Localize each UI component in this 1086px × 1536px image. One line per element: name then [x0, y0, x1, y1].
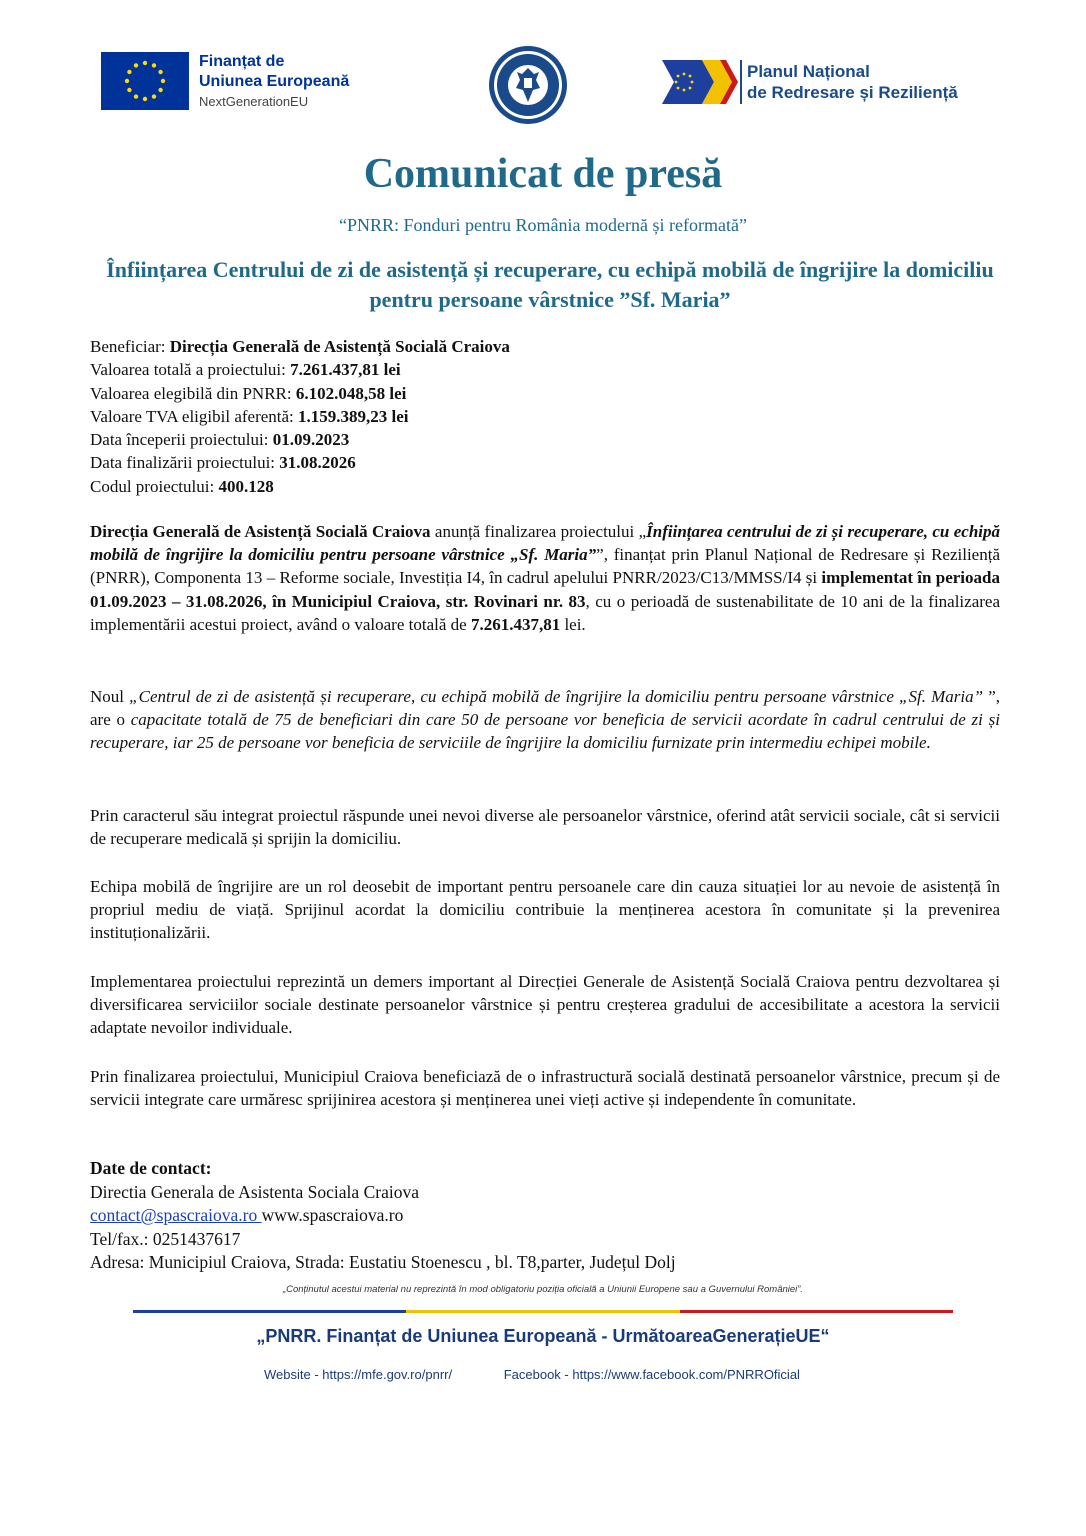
info-eligible-value: Valoarea elegibilă din PNRR: 6.102.048,58 lei — [90, 383, 407, 403]
contact-email-link[interactable]: contact@spascraiova.ro — [90, 1205, 262, 1225]
tricolor-divider — [133, 1310, 953, 1313]
government-seal-icon — [487, 44, 569, 126]
paragraph-conclusion: Prin finalizarea proiectului, Municipiul Craiova beneficiază de o infrastructură socială destinată persoanelor vârstnice, precum și de servicii integrate care urmăresc sprijinirea acestora și menținerea unei vieți active și independente în comunitate. — [90, 1067, 1000, 1110]
info-beneficiar: Beneficiar: Direcția Generală de Asistență Socială Craiova — [90, 337, 510, 356]
contact-phone: Tel/fax.: 0251437617 — [90, 1228, 241, 1249]
eu-funding-logo — [101, 52, 349, 112]
footer-links — [264, 1367, 848, 1382]
info-vat-value: Valoare TVA eligibil aferentă: 1.159.389,23 lei — [90, 406, 409, 426]
info-end-date: Data finalizării proiectului: 31.08.2026 — [90, 453, 356, 473]
info-start-date: Data începerii proiectului: 01.09.2023 — [90, 430, 350, 450]
pnrr-logo — [662, 60, 958, 104]
contact-org: Directia Generala de Asistenta Sociala Craiova — [90, 1181, 419, 1202]
paragraph-capacity: Noul „Centrul de zi de asistență și recuperare, cu echipă mobilă de îngrijire la domiciliu pentru persoane vârstnice „Sf. Maria” ”, are o capacitate totală de 75 de beneficiari din care 50 de persoane vor beneficia de servicii acordate în cadrul centrului de zi și recuperare, iar 25 de persoane vor beneficia de serviciile de îngrijire la domiciliu furnizate prin intermediu echipei mobile. — [90, 687, 1001, 753]
footer-facebook-link[interactable]: Facebook - https://www.facebook.com/PNRROficial — [503, 1367, 800, 1382]
paragraph-announcement: Direcția Generală de Asistență Socială Craiova anunță finalizarea proiectului „Înființarea centrului de zi și recuperare, cu echipă mobilă de îngrijire la domiciliu pentru persoane vârstnice „Sf. Maria””, finanțat prin Planul Național de Redresare și Reziliență (PNRR), Componenta 13 – Reforme sociale, Investiția I4, în cadrul apelului PNRR/2023/C13/MMSS/I4 și implementat în perioada 01.09.2023 – 31.08.2026, în Municipiul Craiova, str. Rovinari nr. 83, cu o perioadă de sustenabilitate de 10 ani de la finalizarea implementării acestui proiect, având o valoare totală de 7.261.437,81 lei. — [90, 522, 1000, 634]
info-total-value: Valoarea totală a proiectului: 7.261.437,81 lei — [90, 360, 401, 380]
project-title: Înființarea Centrului de zi de asistență și recuperare, cu echipă mobilă de îngrijire la domiciliu pentru persoane vârstnice ”Sf. Maria” — [106, 257, 994, 312]
contact-block — [90, 1157, 676, 1275]
eu-logo-line3: NextGenerationEU — [199, 94, 309, 109]
paragraph-integrated: Prin caracterul său integrat proiectul răspunde unei nevoi diverse ale persoanelor vârstnice, oferind atât servicii sociale, cât si servicii de recuperare medicală și sprijin la domiciliu. — [90, 806, 1000, 849]
pnrr-mark-icon — [662, 60, 738, 104]
eu-logo-line1: Finanțat de — [199, 53, 285, 70]
eu-logo-line2: Uniunea Europeană — [199, 73, 350, 90]
disclaimer: „Conținutul acestui material nu reprezintă în mod obligatoriu poziția oficială a Uniunii Europene sau a Guvernului României”. — [282, 1284, 804, 1295]
contact-heading: Date de contact: — [90, 1158, 212, 1178]
info-project-code: Codul proiectului: 400.128 — [90, 476, 274, 496]
project-info — [90, 335, 510, 498]
contact-website: www.spascraiova.ro — [261, 1205, 404, 1225]
page-title: Comunicat de presă — [363, 151, 723, 197]
contact-address: Adresa: Municipiul Craiova, Strada: Eustatiu Stoenescu , bl. T8,parter, Județul Dolj — [90, 1252, 676, 1272]
eu-flag-icon — [101, 52, 189, 110]
paragraph-implementation: Implementarea proiectului reprezintă un demers important al Direcției Generale de Asistență Socială Craiova pentru dezvoltarea și diversificarea serviciilor sociale destinate persoanelor vârstnice și pentru creșterea gradului de accesibilitate a acestora la servicii adaptate nevoilor individuale. — [90, 972, 1000, 1038]
paragraph-mobile-team: Echipa mobilă de îngrijire are un rol deosebit de important pentru persoanele care din cauza situației lor au nevoie de asistență în propriul mediu de viață. Sprijinul acordat la domiciliu contribuie la menținerea acestora în comunitate și la prevenirea instituționalizării. — [90, 877, 1000, 943]
footer-website-link[interactable]: Website - https://mfe.gov.ro/pnrr/ — [264, 1367, 453, 1382]
slogan: “PNRR: Fonduri pentru România modernă și reformată” — [339, 215, 747, 235]
footer-slogan: „PNRR. Finanțat de Uniunea Europeană - UrmătoareaGenerațieUE“ — [256, 1326, 830, 1346]
pnrr-logo-line2: de Redresare și Reziliență — [747, 83, 958, 102]
pnrr-logo-line1: Planul Național — [747, 62, 870, 81]
